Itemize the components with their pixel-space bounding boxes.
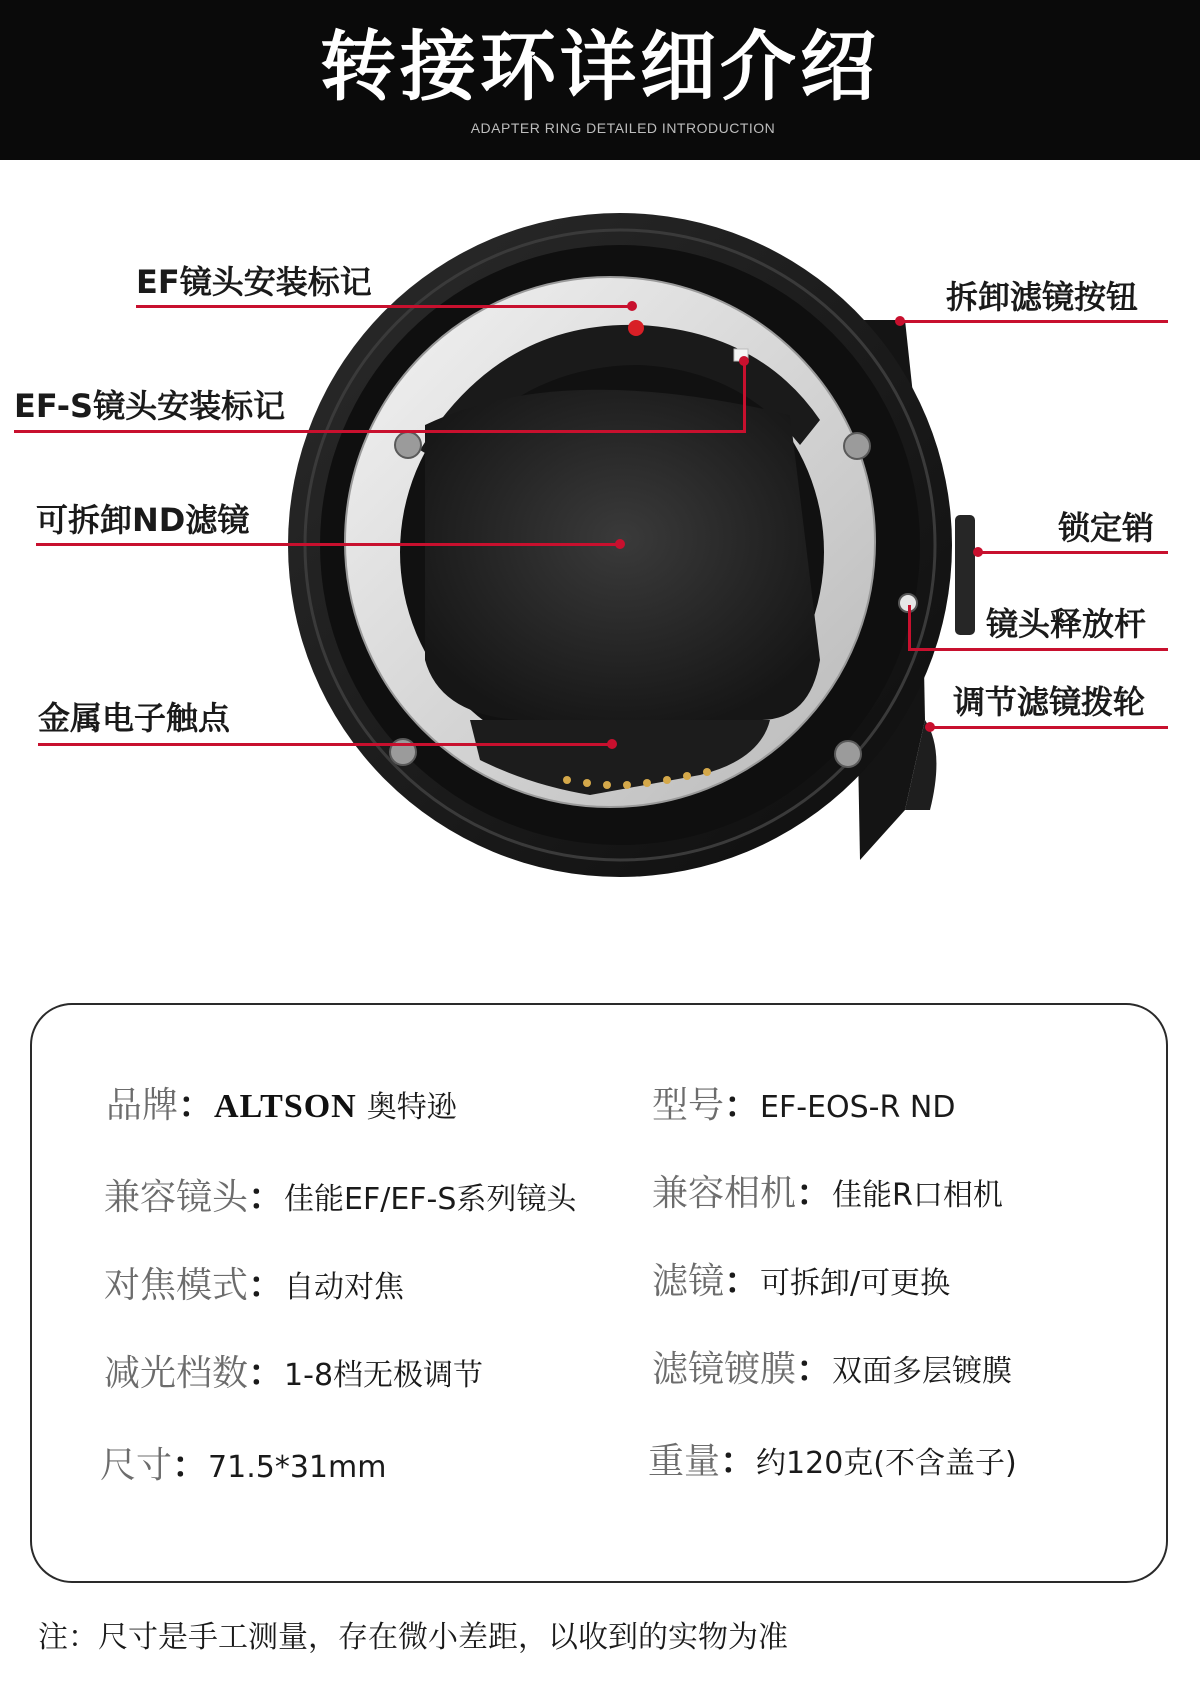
dot-nd-filter (615, 539, 625, 549)
leader-efs-mark-vertical (743, 360, 746, 433)
spec-weight-value: 约120克(不含盖子) (756, 1446, 1017, 1481)
leader-lock-pin (978, 551, 1168, 554)
spec-filter-key: 滤镜 (652, 1261, 725, 1302)
callout-contacts: 金属电子触点 (38, 699, 231, 737)
spec-lens (104, 1175, 576, 1227)
dot-ef-mark (627, 301, 637, 311)
spec-camera-value: 佳能R口相机 (832, 1178, 1003, 1213)
spec-focus (104, 1263, 404, 1315)
spec-focus-key: 对焦模式 (104, 1265, 249, 1306)
spec-lens-key: 兼容镜头 (104, 1177, 249, 1218)
spec-weight (648, 1439, 1017, 1491)
page-subtitle: ADAPTER RING DETAILED INTRODUCTION (470, 120, 776, 136)
dot-filter-dial (925, 722, 935, 732)
dot-lock-pin (973, 547, 983, 557)
spec-colon: ： (248, 1265, 285, 1306)
leader-nd-filter (36, 543, 621, 546)
spec-brand (106, 1083, 457, 1135)
leader-efs-mark (14, 430, 746, 433)
spec-size-key: 尺寸 (100, 1445, 173, 1486)
spec-lens-value: 佳能EF/EF-S系列镜头 (284, 1182, 577, 1217)
spec-colon: ： (724, 1085, 761, 1126)
spec-stops-key: 减光档数 (104, 1353, 249, 1394)
spec-colon: ： (178, 1085, 215, 1126)
spec-stops-value: 1-8档无极调节 (284, 1358, 484, 1393)
callout-efs-mark: EF-S镜头安装标记 (14, 387, 286, 425)
dot-efs-mark (739, 356, 749, 366)
spec-colon: ： (248, 1353, 285, 1394)
spec-size-value: 71.5*31mm (208, 1450, 387, 1485)
spec-brand-key: 品牌 (106, 1085, 179, 1126)
spec-size (100, 1443, 386, 1495)
callout-nd-filter: 可拆卸ND滤镜 (36, 501, 250, 539)
callout-filter-dial: 调节滤镜拨轮 (953, 683, 1146, 721)
spec-model-value: EF-EOS-R ND (760, 1090, 956, 1125)
spec-colon: ： (248, 1177, 285, 1218)
spec-brand-value: ALTSON (214, 1088, 357, 1125)
callout-filter-release-button: 拆卸滤镜按钮 (946, 278, 1139, 316)
leader-filter-dial (930, 726, 1168, 729)
spec-coating-value: 双面多层镀膜 (832, 1354, 1013, 1389)
spec-coating (652, 1347, 1012, 1399)
spec-filter-value: 可拆卸/可更换 (760, 1266, 951, 1301)
measurement-note: 注：尺寸是手工测量，存在微小差距，以收到的实物为准 (38, 1620, 788, 1655)
spec-focus-value: 自动对焦 (284, 1270, 405, 1305)
leader-filter-release-button (900, 320, 1168, 323)
spec-camera (652, 1171, 1003, 1223)
nd-filter-glass (425, 390, 820, 720)
callout-lock-pin: 锁定销 (1058, 509, 1155, 547)
spec-filter (652, 1259, 950, 1311)
leader-ef-mark (136, 305, 636, 308)
spec-colon: ： (724, 1261, 761, 1302)
spec-colon: ： (720, 1441, 757, 1482)
dot-contacts (607, 739, 617, 749)
spec-colon: ： (172, 1445, 209, 1486)
spec-coating-key: 滤镜镀膜 (652, 1349, 797, 1390)
spec-brand-cn: 奥特逊 (366, 1090, 457, 1125)
spec-panel (30, 1003, 1168, 1583)
ef-red-mark (628, 320, 644, 336)
spec-stops (104, 1351, 483, 1403)
callout-lens-release-lever: 镜头释放杆 (986, 605, 1147, 643)
spec-camera-key: 兼容相机 (652, 1173, 797, 1214)
spec-weight-key: 重量 (648, 1441, 721, 1482)
spec-model (652, 1083, 955, 1135)
leader-contacts (38, 743, 613, 746)
spec-model-key: 型号 (652, 1085, 725, 1126)
dot-filter-release-button (895, 316, 905, 326)
spec-colon: ： (796, 1173, 833, 1214)
callout-ef-mark: EF镜头安装标记 (136, 263, 372, 301)
page-title: 转接环详细介绍 (320, 22, 880, 111)
header-banner (0, 0, 1200, 160)
leader-lens-release-lever (908, 648, 1168, 651)
leader-lens-release-lever-vertical (908, 605, 911, 650)
adapter-diagram (0, 160, 1200, 1000)
spec-colon: ： (796, 1349, 833, 1390)
